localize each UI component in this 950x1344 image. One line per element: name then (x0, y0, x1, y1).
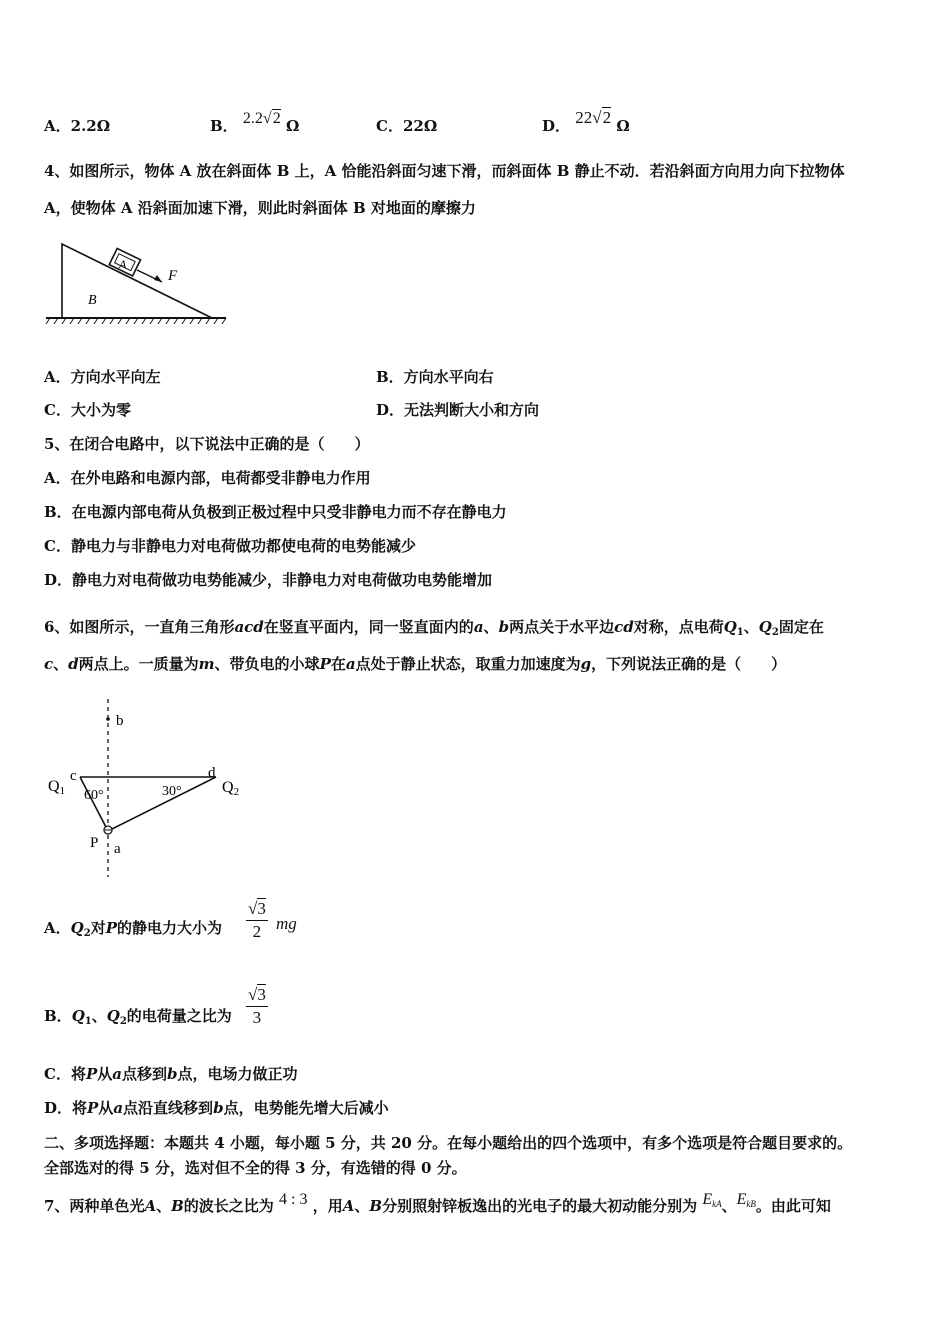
point-d-label: d (208, 765, 216, 781)
triangle-figure (44, 695, 264, 885)
angle-60-label: 60° (84, 788, 104, 803)
q6-option-d: D．将P从a点沿直线移到b点，电势能先增大后减小 (44, 1099, 389, 1117)
q3-option-a (44, 116, 110, 136)
option-unit: Ω (616, 117, 630, 135)
point-b-label: b (116, 713, 124, 729)
option-label: B． (210, 117, 238, 135)
q6-option-b-fraction: $\frac{√3}{3}$ (248, 985, 266, 1027)
q3-option-c (376, 116, 437, 136)
q6-option-b: B．$Q_1$、$Q_2$的电荷量之比为 (44, 1007, 232, 1027)
option-label: A． (44, 117, 71, 135)
q5-option-c: C．静电力与非静电力对电荷做功都使电荷的电势能减少 (44, 537, 416, 555)
option-math: 22√2 (575, 108, 612, 127)
q6-option-c: C．将P从a点移到b点，电场力做正功 (44, 1065, 298, 1083)
q4-option-b: B．方向水平向右 (376, 368, 494, 386)
q6-option-a-mg: mg (276, 914, 297, 933)
option-value: 2.2Ω (70, 117, 111, 135)
q4-option-d: D．无法判断大小和方向 (376, 401, 540, 419)
side-ca (80, 777, 108, 831)
option-value: 22Ω (402, 117, 438, 135)
q4-option-a: A．方向水平向左 (44, 368, 161, 386)
force-arrowhead (154, 275, 162, 282)
block-a-label: A (119, 257, 127, 271)
section2-header-line2: 全部选对的得 5 分，选对但不全的得 3 分，有选错的得 0 分。 (44, 1159, 467, 1177)
point-b-dot (106, 717, 110, 721)
q6-option-a-fraction: $\frac{√3}{2}$ (248, 899, 266, 941)
option-unit: Ω (285, 117, 300, 135)
q6-option-a: A．$Q_2$对P的静电力大小为 (44, 919, 222, 939)
q3-option-d (542, 108, 630, 136)
option-label: D． (542, 117, 571, 135)
q5-stem: 5、在闭合电路中，以下说法中正确的是（ ） (44, 435, 370, 453)
option-math: 2.2√2 (242, 110, 281, 127)
charge-q2-label: Q2 (222, 779, 240, 798)
q5-option-b: B．在电源内部电荷从负极到正极过程中只受非静电力而不存在静电力 (44, 503, 507, 521)
point-a-label: a (114, 841, 121, 857)
incline-b-label: B (88, 293, 97, 308)
angle-30-label: 30° (162, 784, 182, 799)
charge-q1-label: Q1 (48, 778, 66, 797)
q7-stem: 7、两种单色光A、B的波长之比为 4 : 3 ，用A、B分别照射锌板逸出的光电子的最大初动能分别为 $E_{kA}$、$E_{kB}$。由此可知 (44, 1191, 831, 1215)
section2-header-line1: 二、多项选择题：本题共 4 小题，每小题 5 分，共 20 分。在每小题给出的四个选项中，有多个选项是符合题目要求的。 (44, 1134, 853, 1152)
q6-stem-line2: c、d两点上。一质量为m、带负电的小球P在a点处于静止状态，取重力加速度为g，下列说法正确的是（ ） (44, 655, 787, 673)
point-p-label: P (90, 835, 99, 851)
incline-figure (44, 240, 234, 330)
q3-option-b (210, 110, 300, 137)
q5-option-a: A．在外电路和电源内部，电荷都受非静电力作用 (44, 469, 371, 487)
q5-option-d: D．静电力对电荷做功电势能减少，非静电力对电荷做功电势能增加 (44, 571, 493, 589)
option-label: C． (376, 117, 403, 135)
point-c-label: c (70, 768, 77, 784)
q4-stem-line2: A，使物体 A 沿斜面加速下滑，则此时斜面体 B 对地面的摩擦力 (44, 199, 476, 217)
force-label: F (168, 268, 178, 284)
q4-option-c: C．大小为零 (44, 401, 131, 419)
q4-stem-line1: 4、如图所示，物体 A 放在斜面体 B 上，A 恰能沿斜面匀速下滑，而斜面体 B 静止不动．若沿斜面方向用力向下拉物体 (44, 162, 845, 180)
q6-stem-line1: 6、如图所示，一直角三角形acd在竖直平面内，同一竖直面内的a、b两点关于水平边cd对称，点电荷$Q_1$、$Q_2$固定在 (44, 618, 824, 638)
incline-body (62, 244, 212, 318)
